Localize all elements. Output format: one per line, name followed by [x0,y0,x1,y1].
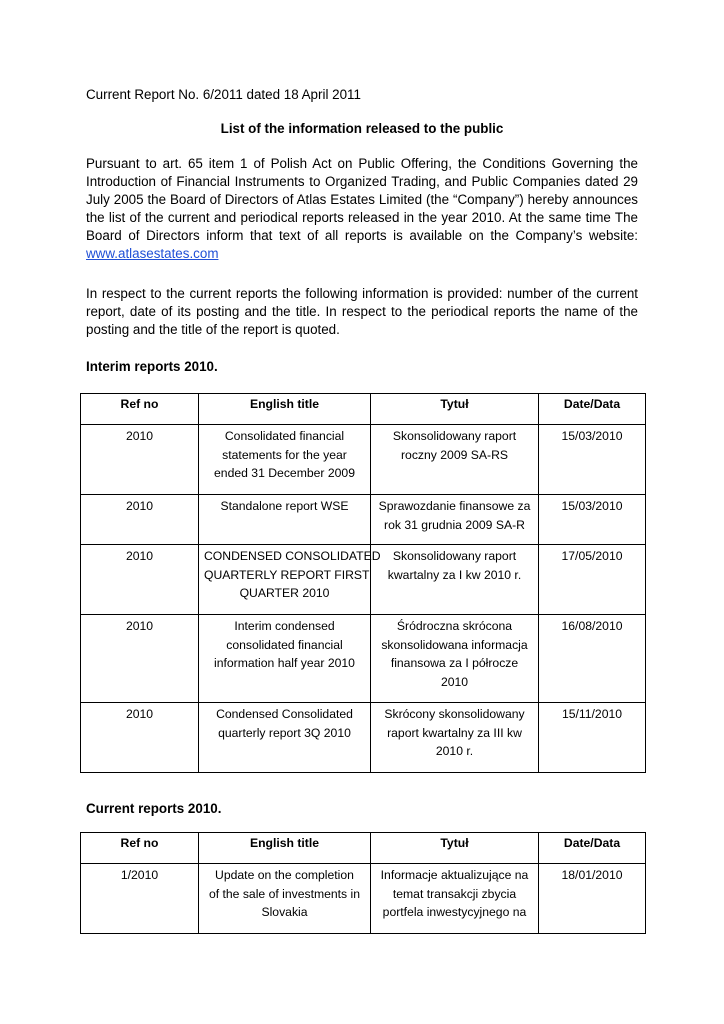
tytul-cell: Skrócony skonsolidowany raport kwartalny za III kw 2010 r. [371,703,539,773]
date-cell: 15/03/2010 [539,425,646,495]
date-cell: 15/03/2010 [539,495,646,545]
tytul-cell: Skonsolidowany raport kwartalny za I kw 2010 r. [371,545,539,615]
ref-cell: 2010 [81,425,199,495]
table-row [81,703,646,773]
column-header-date: Date/Data [539,394,646,425]
ref-cell: 2010 [81,615,199,703]
ref-cell: 2010 [81,703,199,773]
english-title-cell: Consolidated financial statements for the year ended 31 December 2009 [199,425,371,495]
english-title-cell: Standalone report WSE [199,495,371,545]
info-paragraph [86,285,638,339]
table-row [81,495,646,545]
tytul-cell: Sprawozdanie finansowe za rok 31 grudnia 2009 SA-R [371,495,539,545]
table-row [81,864,646,934]
date-cell: 18/01/2010 [539,864,646,934]
intro-line: Introduction of Financial Instruments to Organized Trading, and Public Companies dated 29 [86,174,638,189]
current-reports-table [80,832,646,934]
date-cell: 15/11/2010 [539,703,646,773]
column-header-ref-no: Ref no [81,394,199,425]
column-header-ref-no: Ref no [81,833,199,864]
intro-line: July 2005 the Board of Directors of Atlas Estates Limited (the “Company”) hereby announces [86,192,638,207]
column-header-date: Date/Data [539,833,646,864]
column-header-tytul: Tytuł [371,394,539,425]
intro-line: Board of Directors inform that text of all reports is available on the Company’s website: [86,228,638,243]
info-line: posting and the title of the report is quoted. [86,322,340,337]
tytul-cell: Informacje aktualizujące na temat transakcji zbycia portfela inwestycyjnego na [371,864,539,934]
table-header-row [81,833,646,864]
current-reports-heading: Current reports 2010. [86,801,222,816]
english-title-cell: Update on the completion of the sale of investments in Slovakia [199,864,371,934]
tytul-cell: Skonsolidowany raport roczny 2009 SA-RS [371,425,539,495]
tytul-cell: Śródroczna skrócona skonsolidowana informacja finansowa za I półrocze 2010 [371,615,539,703]
ref-cell: 1/2010 [81,864,199,934]
document-title: List of the information released to the public [220,121,504,136]
intro-line: Pursuant to art. 65 item 1 of Polish Act on Public Offering, the Conditions Governing the [86,156,638,171]
date-cell: 17/05/2010 [539,545,646,615]
info-line: report, date of its posting and the title. In respect to the periodical reports the name of the [86,304,638,319]
column-header-english-title: English title [199,394,371,425]
column-header-english-title: English title [199,833,371,864]
column-header-tytul: Tytuł [371,833,539,864]
english-title-cell: Interim condensed consolidated financial information half year 2010 [199,615,371,703]
date-cell: 16/08/2010 [539,615,646,703]
table-row [81,425,646,495]
interim-reports-heading: Interim reports 2010. [86,359,218,374]
table-header-row [81,394,646,425]
table-row [81,615,646,703]
table-row [81,545,646,615]
intro-line: the list of the current and periodical reports released in the year 2010. At the same time The [86,210,638,225]
ref-cell: 2010 [81,495,199,545]
english-title-cell: CONDENSED CONSOLIDATED QUARTERLY REPORT FIRST QUARTER 2010 [199,545,371,615]
intro-paragraph [86,155,638,263]
ref-cell: 2010 [81,545,199,615]
english-title-cell: Condensed Consolidated quarterly report 3Q 2010 [199,703,371,773]
interim-reports-table [80,393,646,773]
website-link[interactable]: www.atlasestates.com [86,246,219,261]
info-line: In respect to the current reports the following information is provided: number of the current [86,286,638,301]
report-number-line: Current Report No. 6/2011 dated 18 April 2011 [86,87,361,102]
